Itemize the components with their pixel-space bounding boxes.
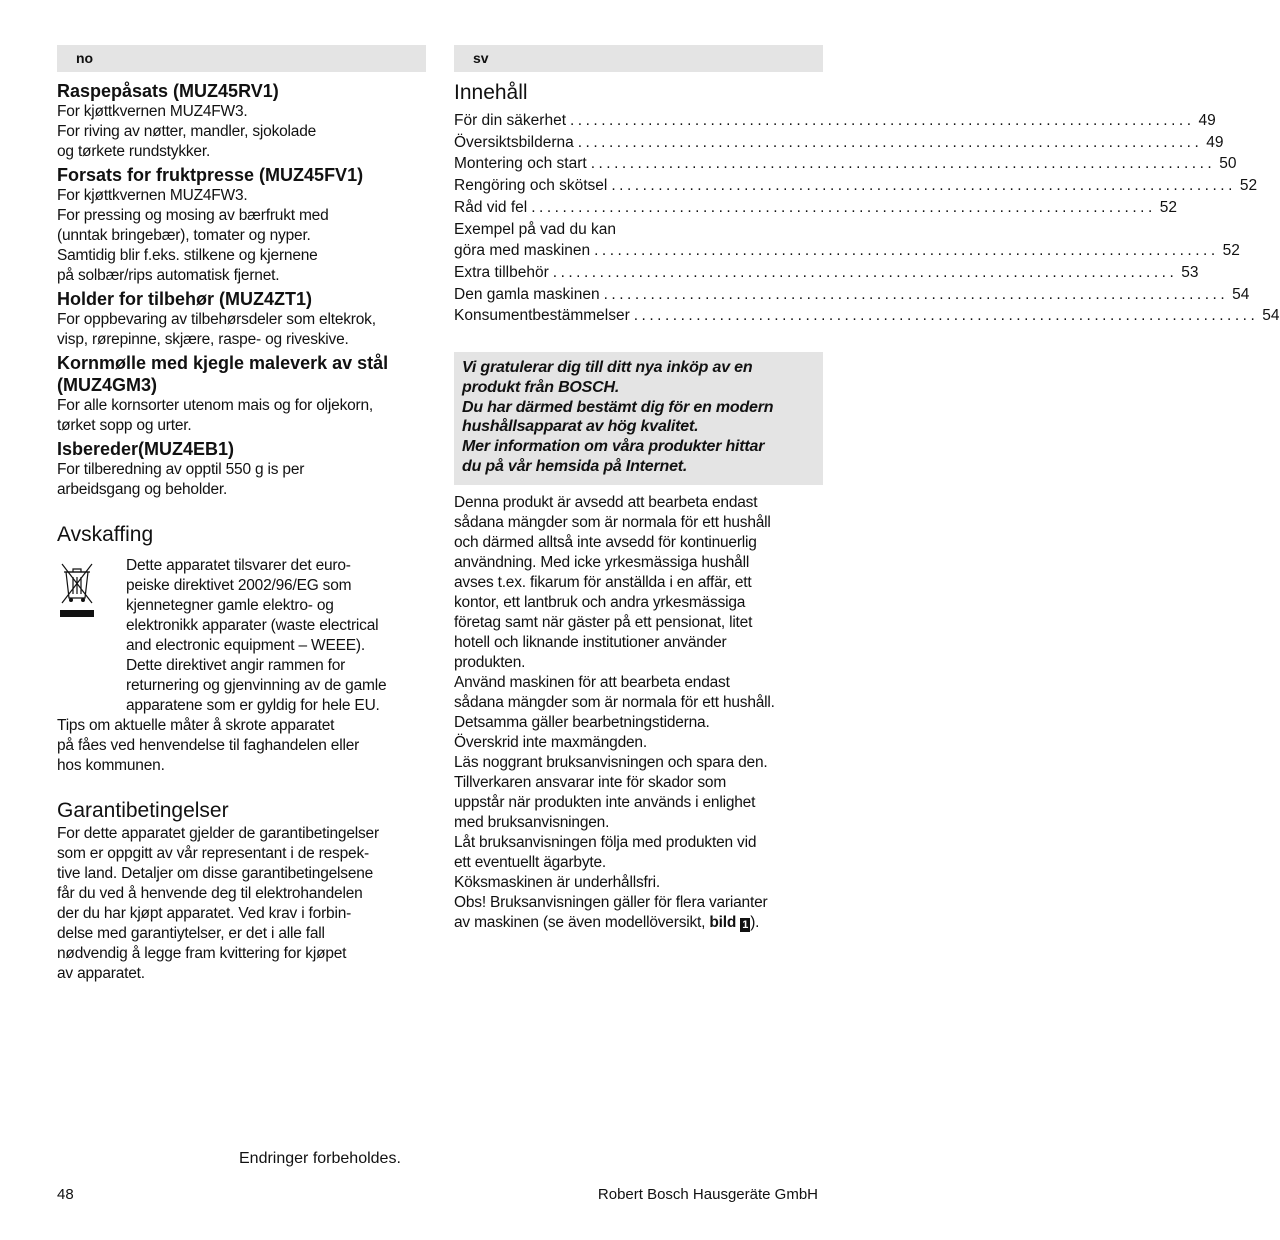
- toc-label: Konsumentbestämmelser: [454, 307, 630, 325]
- disposal-tips-text: [57, 716, 426, 776]
- toc-leader: ................................................................................: [570, 112, 1195, 129]
- text-line: hos kommunen.: [57, 757, 165, 774]
- toc-page: 54: [1232, 285, 1250, 303]
- toc-entry: [454, 262, 1199, 284]
- text-line: delse med garantiytelser, er det i alle fall: [57, 925, 325, 942]
- text-line: produkt från BOSCH.: [462, 378, 620, 396]
- text-line: Tips om aktuelle måter å skrote apparatet: [57, 717, 335, 734]
- toc-label: Montering och start: [454, 155, 587, 173]
- text-line: Låt bruksanvisningen följa med produkten vid: [454, 833, 757, 851]
- text-line: och därmed alltså inte avsedd för kontinuerlig: [454, 533, 757, 551]
- text-line: returnering og gjenvinning av de gamle: [126, 677, 387, 694]
- toc-label: Råd vid fel: [454, 198, 528, 216]
- toc-leader: ................................................................................: [531, 198, 1156, 216]
- text-line: avses t.ex. fikarum för anställda i en affär, ett: [454, 573, 752, 591]
- text-line: For dette apparatet gjelder de garantibetingelser: [57, 825, 379, 842]
- text-line: elektronikk apparater (waste electrical: [126, 617, 379, 634]
- text-line: ett eventuellt ägarbyte.: [454, 853, 607, 871]
- toc-page: 54: [1262, 307, 1280, 325]
- text-line: uppstår när produkten inte används i enlighet: [454, 793, 756, 811]
- text-line: der du har kjøpt apparatet. Ved krav i forbin-: [57, 905, 352, 922]
- text-line: sådana mängder som är normala för ett hushåll: [454, 513, 771, 531]
- disposal-block: [57, 556, 426, 716]
- text-line: tive land. Detaljer om disse garantibetingelsene: [57, 865, 374, 882]
- toc-leader: ................................................................................: [633, 307, 1259, 325]
- text-line: Samtidig blir f.eks. stilkene og kjernene: [57, 247, 318, 264]
- disposal-title: Avskaffing: [57, 523, 154, 546]
- weee-crossed-bin-icon: [57, 558, 97, 618]
- warranty-text: [57, 824, 426, 984]
- toc-leader: ................................................................................: [590, 155, 1216, 173]
- text-line: på fåes ved henvendelse til faghandelen eller: [57, 737, 360, 754]
- text-line: av apparatet.: [57, 965, 145, 982]
- text-line: For kjøttkvernen MUZ4FW3.: [57, 103, 248, 120]
- text-line: nødvendig å legge fram kvittering for kjøpet: [57, 945, 347, 962]
- text-line: med bruksanvisningen.: [454, 813, 610, 831]
- text-line: företag samt när gäster på ett pensionat, litet: [454, 613, 753, 631]
- accessory-title: Raspepåsats (MUZ45RV1): [57, 81, 279, 101]
- text-line: Köksmaskinen är underhållsfri.: [454, 873, 660, 891]
- toc-entry: Exempel på vad du kan: [454, 220, 616, 238]
- toc-page: 52: [1159, 198, 1177, 216]
- text-line: produkten.: [454, 653, 526, 671]
- toc-entry: [454, 153, 1237, 175]
- text-line: hushållsapparat av hög kvalitet.: [462, 418, 699, 436]
- changes-note: Endringer forbeholdes.: [239, 1150, 401, 1167]
- text-line: og tørkete rundstykker.: [57, 143, 211, 160]
- toc-leader: ................................................................................: [552, 263, 1178, 281]
- language-bar-no: no: [57, 45, 426, 72]
- accessory-title: Holder for tilbehør (MUZ4ZT1): [57, 289, 312, 309]
- accessory-title: Isbereder(MUZ4EB1): [57, 439, 235, 459]
- accessory-title: Forsats for fruktpresse (MUZ45FV1): [57, 165, 364, 185]
- text-line: Detsamma gäller bearbetningstiderna.: [454, 713, 710, 731]
- toc-leader: ................................................................................: [611, 177, 1236, 195]
- toc-label: Den gamla maskinen: [454, 285, 600, 303]
- text-line: tørket sopp og urter.: [57, 417, 192, 434]
- text-line: Mer information om våra produkter hittar: [462, 438, 765, 456]
- figure-reference: bild: [709, 913, 741, 931]
- accessory-text: [57, 186, 426, 286]
- toc-entry: [454, 110, 1216, 132]
- accessory-text: [57, 460, 426, 500]
- text-line: sådana mängder som är normala för ett hushåll.: [454, 693, 775, 711]
- toc-leader: ................................................................................: [594, 242, 1219, 260]
- text-line: For oppbevaring av tilbehørsdeler som eltekrok,: [57, 311, 376, 328]
- toc-entry: [454, 305, 1280, 327]
- text-line: For pressing og mosing av bærfrukt med: [57, 207, 329, 224]
- text-line: Denna produkt är avsedd att bearbeta endast: [454, 493, 758, 511]
- toc-page: 53: [1181, 263, 1199, 281]
- text-line: For alle kornsorter utenom mais og for oljekorn,: [57, 397, 374, 414]
- warranty-title: Garantibetingelser: [57, 799, 229, 822]
- text-line: Dette apparatet tilsvarer det euro-: [126, 557, 351, 574]
- text-line: Du har därmed bestämt dig för en modern: [462, 398, 774, 416]
- figure-number-badge: 1: [740, 918, 750, 932]
- page-number: 48: [57, 1186, 74, 1203]
- toc-page: 50: [1219, 155, 1237, 173]
- text-line: For kjøttkvernen MUZ4FW3.: [57, 187, 248, 204]
- text-line: peiske direktivet 2002/96/EG som: [126, 577, 352, 594]
- language-bar-sv: sv: [454, 45, 823, 72]
- toc-entry: [454, 284, 1250, 306]
- text-line: du på vår hemsida på Internet.: [462, 458, 688, 476]
- toc-entry: [454, 175, 1258, 197]
- toc-label: Extra tillbehör: [454, 263, 549, 281]
- text-line: Överskrid inte maxmängden.: [454, 733, 647, 751]
- toc-page: 52: [1222, 242, 1240, 260]
- text-line: and electronic equipment – WEEE).: [126, 637, 365, 654]
- toc-label: För din säkerhet: [454, 112, 566, 129]
- text-line: på solbær/rips automatisk fjernet.: [57, 267, 280, 284]
- toc-page: 49: [1206, 133, 1224, 151]
- toc-entry: [454, 197, 1177, 219]
- toc-entry: [454, 132, 1224, 154]
- accessory-title: Kornmølle med kjegle maleverk av stål (MUZ4GM3): [57, 353, 389, 395]
- text-line: visp, rørepinne, skjære, raspe- og riveskive.: [57, 331, 349, 348]
- toc-page: 52: [1239, 177, 1258, 195]
- text-line: apparatene som er gyldig for hele EU.: [126, 697, 380, 714]
- text-line: användning. Med icke yrkesmässiga hushåll: [454, 553, 750, 571]
- text-line: (unntak bringebær), tomater og nyper.: [57, 227, 311, 244]
- text-line: som er oppgitt av vår representant i de respek-: [57, 845, 369, 862]
- text-line: Obs! Bruksanvisningen gäller för flera varianter: [454, 893, 768, 911]
- toc-label: göra med maskinen: [454, 242, 591, 260]
- company-name: Robert Bosch Hausgeräte GmbH: [597, 1186, 818, 1203]
- text-line: hotell och liknande institutioner använder: [454, 633, 727, 651]
- accessory-text: [57, 102, 426, 162]
- text-line: arbeidsgang og beholder.: [57, 481, 228, 498]
- text-line: For riving av nøtter, mandler, sjokolade: [57, 123, 317, 140]
- text-line: For tilberedning av opptil 550 g is per: [57, 461, 305, 478]
- right-column: [454, 45, 1280, 933]
- accessory-text: [57, 396, 426, 436]
- text-line: Dette direktivet angir rammen for: [126, 657, 346, 674]
- text-line: får du ved å henvende deg til elektrohandelen: [57, 885, 363, 902]
- toc-entry: [454, 240, 1240, 262]
- toc-leader: ................................................................................: [577, 133, 1203, 151]
- accessories-list: [57, 80, 426, 500]
- intro-box: [454, 352, 823, 485]
- toc-page: 49: [1198, 112, 1216, 129]
- body-text: [454, 493, 823, 933]
- accessory-text: [57, 310, 426, 350]
- text-line: Vi gratulerar dig till ditt nya inköp av en: [462, 359, 753, 377]
- text-line: kontor, ett lantbruk och andra yrkesmässiga: [454, 593, 746, 611]
- text-line: Tillverkaren ansvarar inte för skador som: [454, 773, 727, 791]
- disposal-text: [126, 556, 426, 716]
- left-column: [57, 45, 426, 984]
- table-of-contents: [454, 110, 1280, 327]
- toc-title: Innehåll: [454, 81, 528, 104]
- toc-label: Rengöring och skötsel: [454, 177, 608, 195]
- text-line: kjennetegner gamle elektro- og: [126, 597, 334, 614]
- toc-label: Översiktsbilderna: [454, 133, 574, 151]
- text-line: Använd maskinen för att bearbeta endast: [454, 673, 730, 691]
- text-line: av maskinen (se även modellöversikt, bild 1 ).: [454, 913, 760, 931]
- text-line: Läs noggrant bruksanvisningen och spara den.: [454, 753, 768, 771]
- toc-leader: ................................................................................: [603, 285, 1229, 303]
